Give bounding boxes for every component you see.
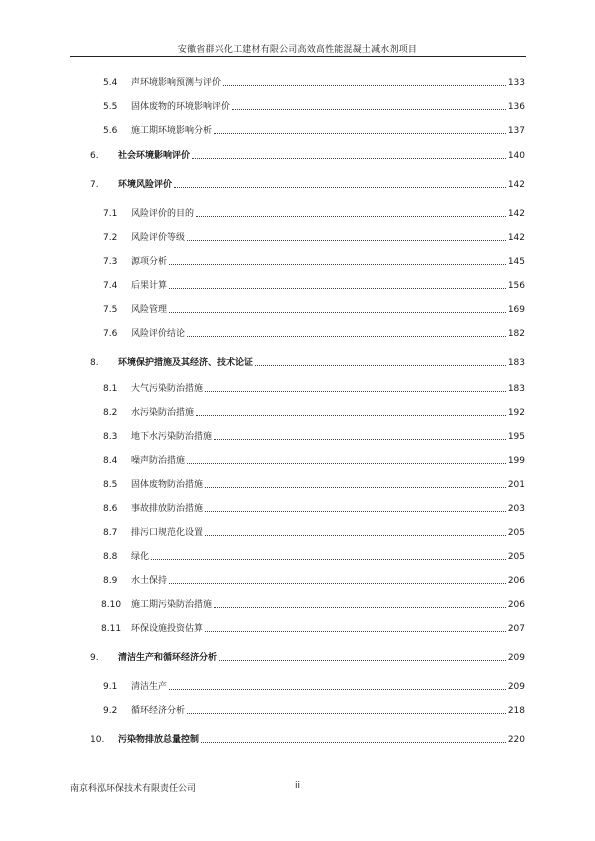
toc-entry[interactable]	[0, 278, 595, 292]
toc-dot-leader	[196, 414, 506, 416]
toc-entry-title: 源项分析	[131, 257, 168, 267]
toc-entry-number: 7.1	[103, 209, 118, 219]
toc-entry-number: 8.1	[103, 384, 118, 394]
toc-entry-title: 污染物排放总量控制	[118, 735, 200, 745]
toc-entry-number: 6.	[90, 151, 99, 161]
toc-entry[interactable]	[0, 206, 595, 220]
toc-entry-title: 风险管理	[131, 305, 168, 315]
toc-entry-number: 8.2	[103, 408, 118, 418]
toc-entry-page: 136	[507, 102, 525, 112]
toc-entry-page: 209	[507, 682, 525, 692]
toc-entry-title: 风险评价的目的	[131, 209, 195, 219]
toc-dot-leader	[196, 215, 506, 217]
toc-dot-leader	[187, 712, 506, 714]
toc-entry-number: 5.4	[103, 78, 118, 88]
toc-entry[interactable]	[0, 177, 595, 191]
toc-entry-number: 10.	[90, 735, 105, 745]
toc-entry[interactable]	[0, 525, 595, 539]
footer-page-number: ii	[294, 781, 300, 791]
toc-dot-leader	[205, 486, 506, 488]
toc-dot-leader	[205, 630, 506, 632]
toc-entry-page: 182	[507, 329, 525, 339]
toc-dot-leader	[214, 438, 506, 440]
toc-dot-leader	[169, 263, 506, 265]
toc-entry-page: 192	[507, 408, 525, 418]
toc-entry-page: 218	[507, 706, 525, 716]
toc-entry-number: 9.1	[103, 682, 118, 692]
toc-dot-leader	[174, 186, 506, 188]
toc-entry-page: 142	[507, 209, 525, 219]
toc-entry[interactable]	[0, 381, 595, 395]
toc-entry-page: 133	[507, 78, 525, 88]
toc-entry-title: 大气污染防治措施	[131, 384, 204, 394]
toc-entry-title: 固体废物的环境影响评价	[131, 102, 231, 112]
toc-entry[interactable]	[0, 703, 595, 717]
toc-dot-leader	[192, 157, 506, 159]
toc-entry[interactable]	[0, 453, 595, 467]
toc-entry-number: 8.4	[103, 456, 118, 466]
footer-company: 南京科泓环保技术有限责任公司	[70, 784, 197, 794]
toc-entry-title: 声环境影响预测与评价	[131, 78, 222, 88]
toc-entry-page: 206	[507, 600, 525, 610]
toc-dot-leader	[187, 335, 506, 337]
toc-entry-number: 9.	[90, 653, 99, 663]
toc-entry-number: 8.10	[101, 600, 122, 610]
toc-entry-number: 7.3	[103, 257, 118, 267]
toc-entry-page: 183	[507, 384, 525, 394]
toc-entry-page: 205	[507, 528, 525, 538]
toc-entry-number: 7.4	[103, 281, 118, 291]
toc-dot-leader	[205, 390, 506, 392]
document-title: 安徽省群兴化工建材有限公司高效高性能混凝土减水剂项目	[177, 45, 418, 55]
toc-entry-title: 施工期环境影响分析	[131, 126, 213, 136]
toc-entry-page: 207	[507, 624, 525, 634]
toc-entry-number: 7.6	[103, 329, 118, 339]
toc-entry-title: 固体废物防治措施	[131, 480, 204, 490]
toc-entry-page: 205	[507, 552, 525, 562]
toc-entry-title: 环境风险评价	[118, 180, 173, 190]
toc-entry-number: 8.11	[101, 624, 122, 634]
toc-entry-number: 8.8	[103, 552, 118, 562]
toc-entry-number: 7.	[90, 180, 99, 190]
toc-dot-leader	[187, 239, 506, 241]
toc-dot-leader	[187, 462, 506, 464]
toc-dot-leader	[223, 84, 506, 86]
toc-entry[interactable]	[0, 477, 595, 491]
toc-entry-number: 7.2	[103, 233, 118, 243]
toc-entry-title: 风险评价等级	[131, 233, 186, 243]
toc-dot-leader	[232, 108, 506, 110]
toc-entry[interactable]	[0, 621, 595, 635]
toc-entry-page: 169	[507, 305, 525, 315]
toc-entry-title: 事故排放防治措施	[131, 504, 204, 514]
toc-entry-page: 156	[507, 281, 525, 291]
toc-entry-title: 地下水污染防治措施	[131, 432, 213, 442]
toc-entry[interactable]	[0, 429, 595, 443]
toc-entry-page: 203	[507, 504, 525, 514]
toc-entry[interactable]	[0, 326, 595, 340]
toc-entry-title: 后果计算	[131, 281, 168, 291]
toc-dot-leader	[214, 606, 506, 608]
toc-entry-number: 8.7	[103, 528, 118, 538]
toc-entry[interactable]	[0, 123, 595, 137]
toc-dot-leader	[255, 364, 506, 366]
toc-entry[interactable]	[0, 549, 595, 563]
toc-dot-leader	[205, 534, 506, 536]
toc-entry-page: 199	[507, 456, 525, 466]
toc-entry[interactable]	[0, 75, 595, 89]
toc-entry-number: 8.6	[103, 504, 118, 514]
toc-entry-number: 8.3	[103, 432, 118, 442]
toc-entry-title: 水污染防治措施	[131, 408, 195, 418]
toc-dot-leader	[205, 510, 506, 512]
toc-entry[interactable]	[0, 302, 595, 316]
toc-entry-title: 施工期污染防治措施	[131, 600, 213, 610]
toc-entry-page: 145	[507, 257, 525, 267]
toc-entry-title: 绿化	[131, 552, 150, 562]
toc-entry-title: 噪声防治措施	[131, 456, 186, 466]
toc-dot-leader	[169, 582, 506, 584]
toc-entry-title: 环保设施投资估算	[131, 624, 204, 634]
toc-entry-title: 清洁生产	[131, 682, 168, 692]
toc-entry-title: 风险评价结论	[131, 329, 186, 339]
toc-entry-number: 8.5	[103, 480, 118, 490]
toc-entry[interactable]	[0, 679, 595, 693]
toc-entry-page: 142	[507, 233, 525, 243]
toc-dot-leader	[219, 659, 506, 661]
toc-entry-number: 9.2	[103, 706, 118, 716]
toc-entry[interactable]	[0, 405, 595, 419]
toc-dot-leader	[169, 688, 506, 690]
toc-dot-leader	[151, 558, 506, 560]
toc-entry-page: 183	[507, 358, 525, 368]
toc-entry-number: 8.	[90, 358, 99, 368]
toc-entry[interactable]	[0, 148, 595, 162]
toc-entry-title: 清洁生产和循环经济分析	[118, 653, 218, 663]
toc-entry[interactable]	[0, 355, 595, 369]
toc-dot-leader	[201, 741, 506, 743]
toc-entry-page: 137	[507, 126, 525, 136]
toc-entry-title: 水土保持	[131, 576, 168, 586]
toc-dot-leader	[214, 132, 506, 134]
toc-entry[interactable]	[0, 597, 595, 611]
toc-entry-page: 220	[507, 735, 525, 745]
toc-dot-leader	[169, 311, 506, 313]
toc-entry-page: 142	[507, 180, 525, 190]
toc-entry-title: 排污口规范化设置	[131, 528, 204, 538]
toc-dot-leader	[169, 287, 506, 289]
toc-entry[interactable]	[0, 732, 595, 746]
toc-entry[interactable]	[0, 99, 595, 113]
toc-entry[interactable]	[0, 501, 595, 515]
toc-entry-page: 209	[507, 653, 525, 663]
toc-entry-title: 社会环境影响评价	[118, 151, 191, 161]
toc-entry-number: 5.5	[103, 102, 118, 112]
toc-entry[interactable]	[0, 230, 595, 244]
toc-entry[interactable]	[0, 254, 595, 268]
toc-entry-number: 5.6	[103, 126, 118, 136]
toc-entry-page: 201	[507, 480, 525, 490]
toc-entry-page: 140	[507, 151, 525, 161]
toc-entry[interactable]	[0, 650, 595, 664]
toc-entry-page: 195	[507, 432, 525, 442]
toc-entry-title: 环境保护措施及其经济、技术论证	[118, 358, 254, 368]
toc-entry-number: 8.9	[103, 576, 118, 586]
toc-entry[interactable]	[0, 573, 595, 587]
toc-entry-title: 循环经济分析	[131, 706, 186, 716]
toc-entry-page: 206	[507, 576, 525, 586]
toc-entry-number: 7.5	[103, 305, 118, 315]
